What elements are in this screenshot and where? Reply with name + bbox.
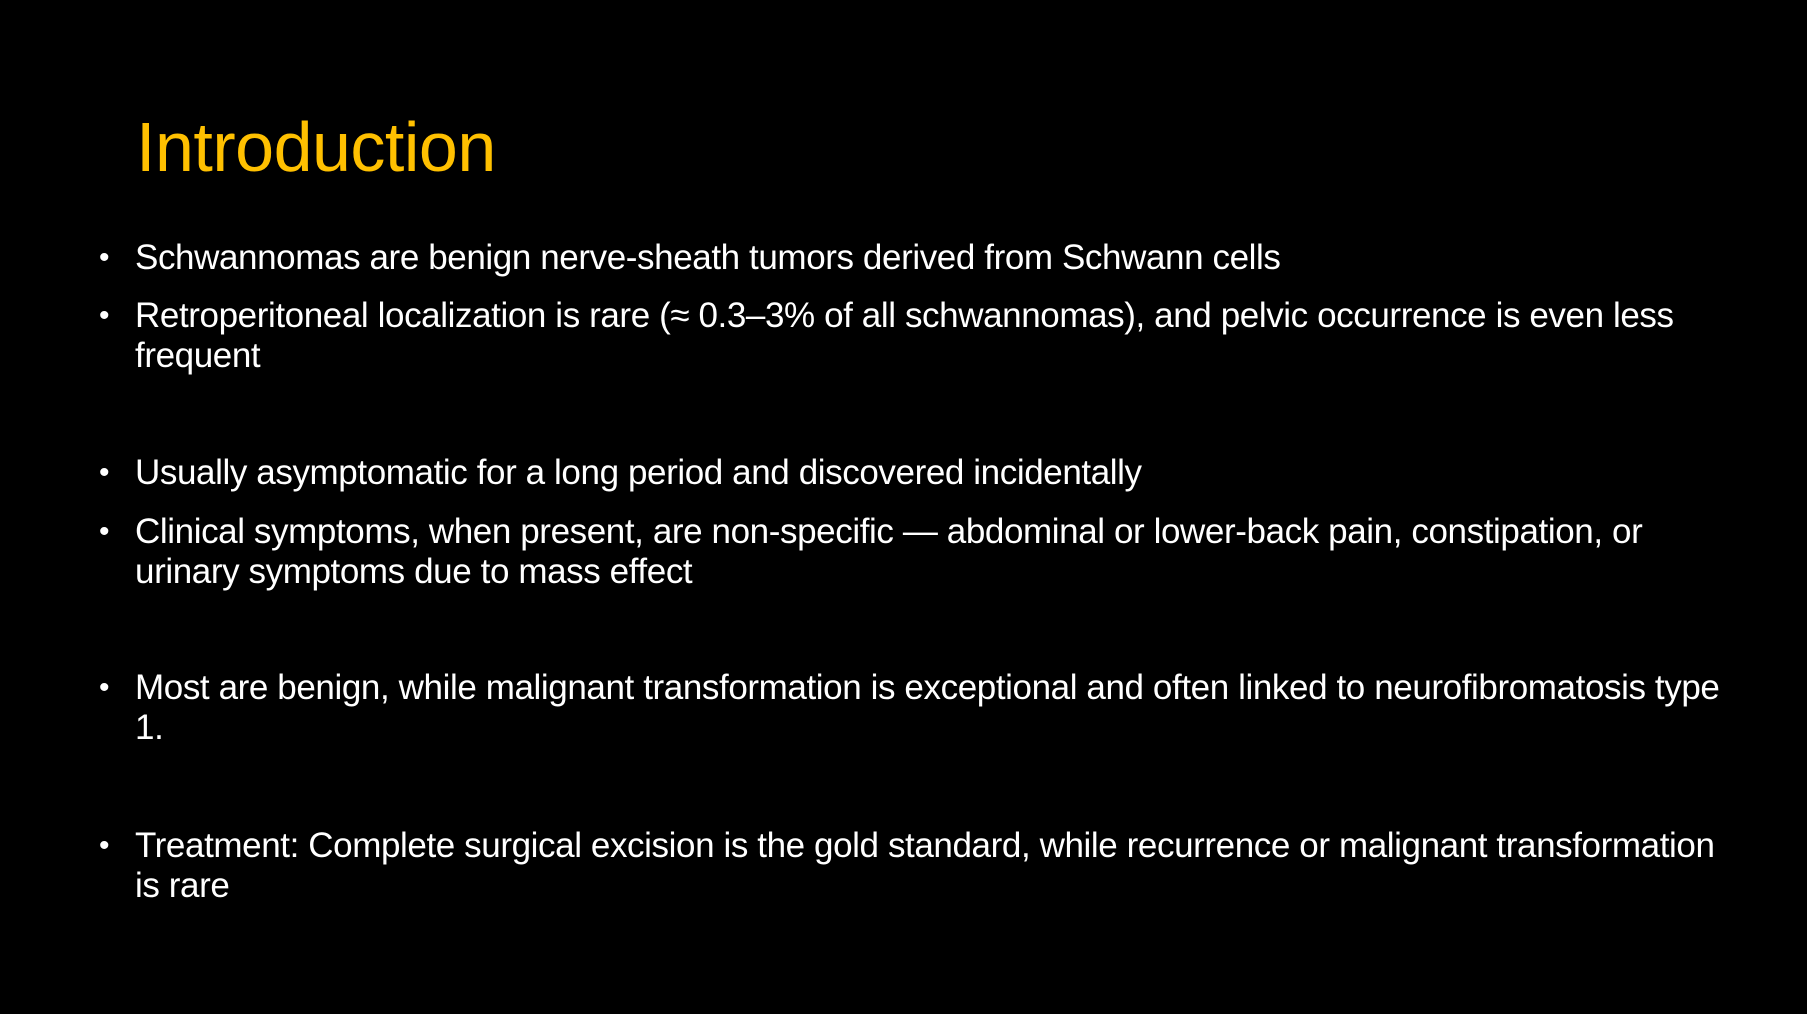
list-item xyxy=(99,453,1739,493)
bullet-text: Clinical symptoms, when present, are non-specific — abdominal or lower-back pain, constipation, or urinary symptoms due to mass effect xyxy=(135,512,1643,591)
list-item xyxy=(99,826,1739,906)
list-item xyxy=(99,238,1739,278)
bullet-text: Usually asymptomatic for a long period and discovered incidentally xyxy=(135,453,1142,492)
bullet-text: Most are benign, while malignant transformation is exceptional and often linked to neurofibromatosis type 1. xyxy=(135,668,1720,747)
bullet-icon: • xyxy=(99,671,110,704)
bullet-icon: • xyxy=(99,515,110,548)
bullet-text: Schwannomas are benign nerve-sheath tumors derived from Schwann cells xyxy=(135,238,1281,277)
bullet-icon: • xyxy=(99,299,110,332)
list-item xyxy=(99,296,1739,376)
slide-title: Introduction xyxy=(136,108,496,186)
bullet-text: Treatment: Complete surgical excision is the gold standard, while recurrence or malignant transformation is rare xyxy=(135,826,1715,905)
bullet-icon: • xyxy=(99,241,110,274)
bullet-icon: • xyxy=(99,829,110,862)
list-item xyxy=(99,512,1739,592)
bullet-text: Retroperitoneal localization is rare (≈ 0.3–3% of all schwannomas), and pelvic occurrence is even less frequent xyxy=(135,296,1674,375)
list-item xyxy=(99,668,1739,748)
bullet-icon: • xyxy=(99,456,110,489)
